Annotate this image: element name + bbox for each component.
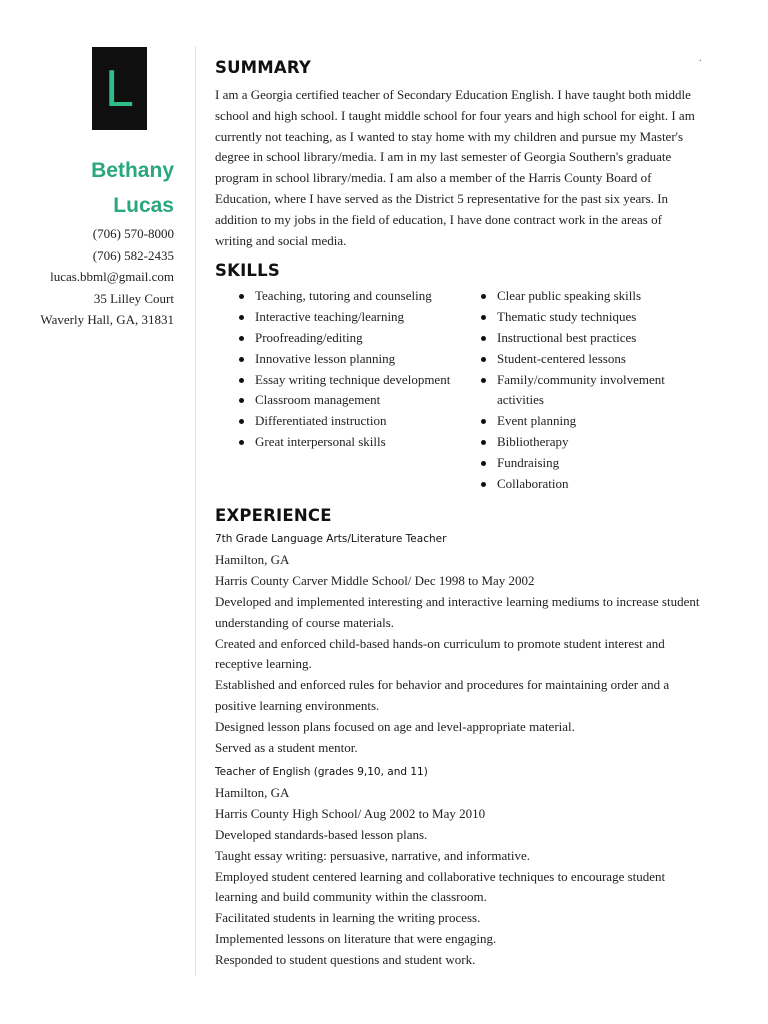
job-entry: [215, 533, 700, 758]
skill-item: Differentiated instruction: [215, 411, 457, 432]
first-name: Bethany: [91, 159, 174, 182]
skill-item: Great interpersonal skills: [215, 432, 457, 453]
main-content: [215, 58, 700, 970]
skill-item: Collaboration: [457, 474, 700, 495]
job-duty: Employed student centered learning and collaborative techniques to encourage student learning and build community within the classroom.: [215, 868, 666, 905]
column-divider: [195, 46, 196, 976]
summary-text: I am a Georgia certified teacher of Secondary Education English. I have taught both middle school and high school. I taught middle school for four years and high school for eight. I am currently not teaching, as I wanted to stay home with my children and pursue my Master's degree in school library/media. I am in my last semester of Georgia Southern's graduate program in school library/media. I am also a member of the Harris County Board of Education, where I have served as the District 5 representative for the past six years. In addition to my jobs in the field of education, I have done contract work in the areas of writing and social media.: [215, 87, 695, 248]
skills-columns: [215, 286, 700, 494]
experience-section: [215, 506, 700, 970]
experience-heading: EXPERIENCE: [215, 506, 332, 526]
job-duty: Served as a student mentor.: [215, 739, 358, 755]
skills-section: [215, 261, 700, 494]
skill-item: Teaching, tutoring and counseling: [215, 286, 457, 307]
candidate-name: [91, 153, 174, 223]
skill-item: Bibliotherapy: [457, 432, 700, 453]
job-duty: Developed standards-based lesson plans.: [215, 826, 428, 842]
skill-item: Thematic study techniques: [457, 307, 700, 328]
job-duty: Established and enforced rules for behavior and procedures for maintaining order and a positive learning environments.: [215, 677, 670, 713]
job-employer-dates: Harris County High School/ Aug 2002 to May 2010: [215, 806, 486, 822]
summary-heading: SUMMARY: [215, 58, 312, 77]
skill-item: Clear public speaking skills: [457, 286, 700, 307]
monogram-letter: L: [105, 59, 134, 118]
job-duty: Responded to student questions and student work.: [215, 951, 476, 967]
contact-info: [40, 223, 174, 331]
skill-item: Family/community involvement activities: [457, 370, 700, 412]
skill-item: Instructional best practices: [457, 328, 700, 349]
last-name: Lucas: [113, 194, 174, 217]
skill-item: Essay writing technique development: [215, 370, 457, 391]
skill-item: Student-centered lessons: [457, 349, 700, 370]
job-duty: Taught essay writing: persuasive, narrative, and informative.: [215, 847, 530, 863]
job-duty: Implemented lessons on literature that were engaging.: [215, 930, 497, 946]
skill-item: Innovative lesson planning: [215, 349, 457, 370]
skills-heading: SKILLS: [215, 261, 280, 281]
job-location: Hamilton, GA: [215, 785, 290, 801]
skills-list-right: [457, 286, 700, 494]
job-title: 7th Grade Language Arts/Literature Teacher: [215, 533, 447, 546]
job-entry: [215, 766, 700, 970]
skills-list-left: [215, 286, 457, 494]
city-state-zip: Waverly Hall, GA, 31831: [40, 312, 174, 327]
skill-item: Interactive teaching/learning: [215, 307, 457, 328]
job-title: Teacher of English (grades 9,10, and 11): [215, 766, 428, 779]
summary-section: [215, 58, 700, 251]
monogram-logo: [92, 47, 147, 130]
job-employer-dates: Harris County Carver Middle School/ Dec 1998 to May 2002: [215, 573, 535, 589]
skill-item: Fundraising: [457, 453, 700, 474]
job-duty: Developed and implemented interesting and interactive learning mediums to increase student understanding of course materials.: [215, 593, 700, 630]
job-duty: Designed lesson plans focused on age and level-appropriate material.: [215, 718, 575, 734]
job-duty: Created and enforced child-based hands-on curriculum to promote student interest and receptive learning.: [215, 635, 665, 672]
job-location: Hamilton, GA: [215, 552, 290, 568]
skill-item: Proofreading/editing: [215, 328, 457, 349]
phone-secondary: (706) 582-2435: [92, 247, 174, 263]
skill-item: Event planning: [457, 411, 700, 432]
email-address: lucas.bbml@gmail.com: [50, 269, 174, 284]
street-address: 35 Lilley Court: [93, 290, 174, 306]
job-duty: Facilitated students in learning the writing process.: [215, 910, 481, 926]
corner-mark: .: [699, 53, 702, 64]
phone-primary: (706) 570-8000: [92, 226, 174, 241]
skill-item: Classroom management: [215, 390, 457, 411]
